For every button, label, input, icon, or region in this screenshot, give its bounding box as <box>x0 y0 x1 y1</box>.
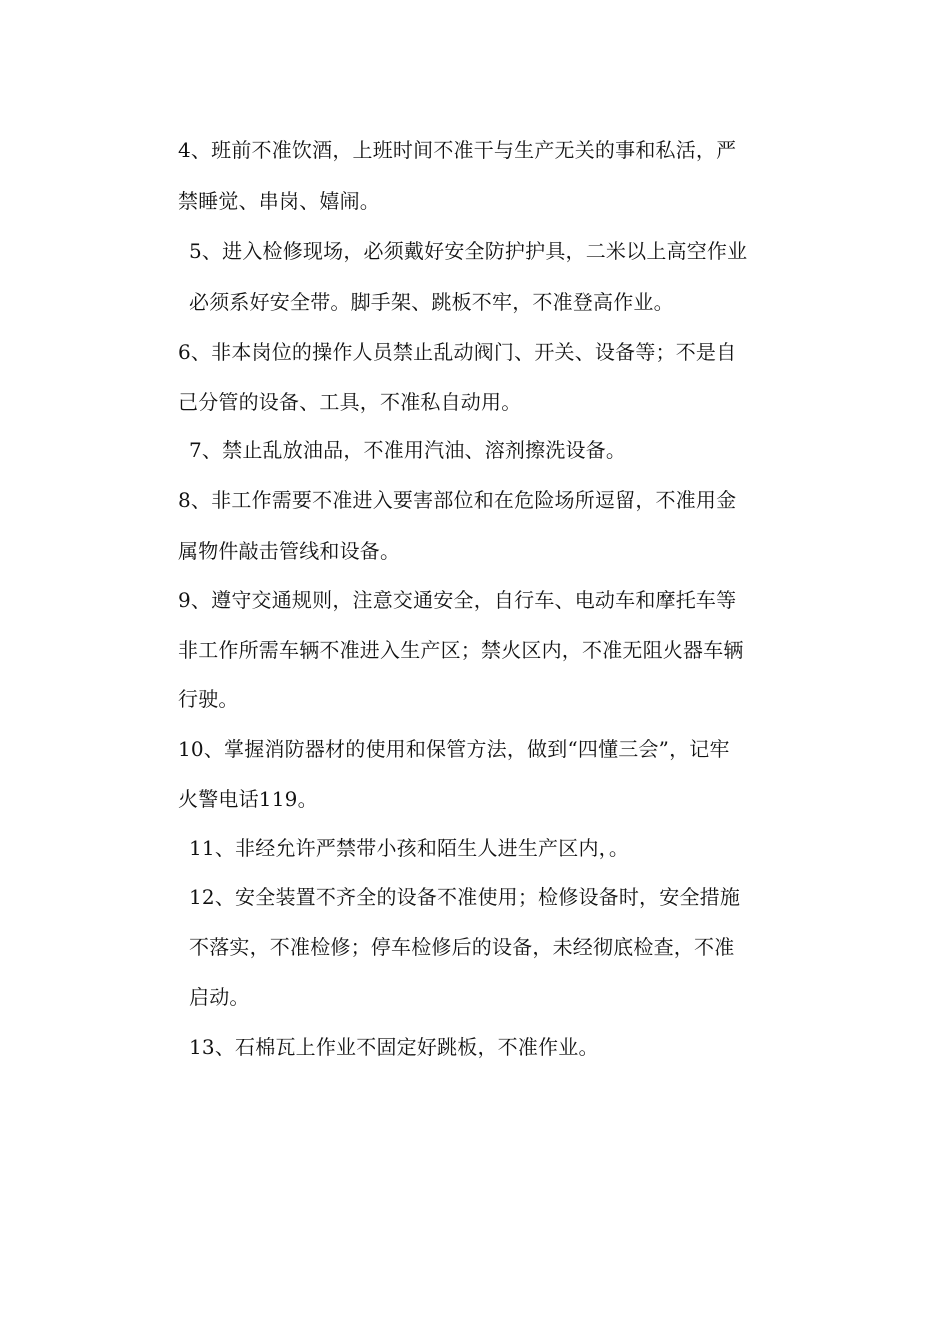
rule-12-line-3: 启动。 <box>189 985 250 1009</box>
rule-9-line-3: 行驶。 <box>178 687 239 711</box>
rule-10-line-1: 10、掌握消防器材的使用和保管方法，做到“四懂三会”，记牢 <box>178 737 730 761</box>
rule-4-line-1: 4、班前不准饮酒，上班时间不准干与生产无关的事和私活，严 <box>178 138 737 162</box>
rule-6-line-1: 6、非本岗位的操作人员禁止乱动阀门、开关、设备等；不是自 <box>178 340 737 364</box>
rule-8-line-2: 属物件敲击管线和设备。 <box>178 539 401 563</box>
rule-5-line-2: 必须系好安全带。脚手架、跳板不牢，不准登高作业。 <box>189 290 674 314</box>
rule-11-line-1: 11、非经允许严禁带小孩和陌生人进生产区内，。 <box>189 836 630 860</box>
rule-12-line-1: 12、安全装置不齐全的设备不准使用；检修设备时，安全措施 <box>189 885 741 909</box>
rule-8-line-1: 8、非工作需要不准进入要害部位和在危险场所逗留，不准用金 <box>178 488 737 512</box>
rule-7-line-1: 7、禁止乱放油品，不准用汽油、溶剂擦洗设备。 <box>189 438 627 462</box>
rule-10-line-2: 火警电话119。 <box>178 787 318 811</box>
rule-12-line-2: 不落实，不准检修；停车检修后的设备，未经彻底检查，不准 <box>189 935 735 959</box>
rule-5-line-1: 5、进入检修现场，必须戴好安全防护护具，二米以上高空作业 <box>189 239 748 263</box>
rule-9-line-2: 非工作所需车辆不准进入生产区；禁火区内，不准无阻火器车辆 <box>178 638 744 662</box>
rule-6-line-2: 己分管的设备、工具，不准私自动用。 <box>178 390 522 414</box>
rule-4-line-2: 禁睡觉、串岗、嬉闹。 <box>178 189 380 213</box>
rule-9-line-1: 9、遵守交通规则，注意交通安全，自行车、电动车和摩托车等 <box>178 588 737 612</box>
rule-13-line-1: 13、石棉瓦上作业不固定好跳板，不准作业。 <box>189 1035 599 1059</box>
